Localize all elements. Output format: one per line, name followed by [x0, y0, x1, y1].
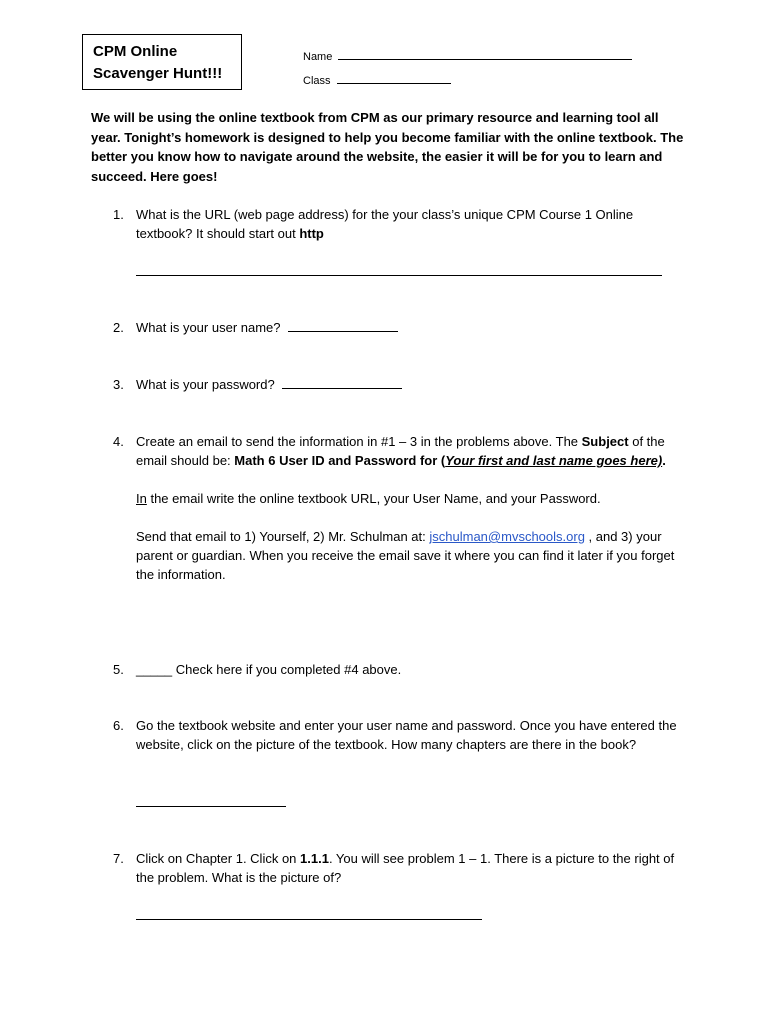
question-7 — [113, 849, 693, 887]
question-2 — [113, 318, 693, 337]
name-blank[interactable] — [338, 48, 632, 60]
question-number: 4. — [113, 434, 124, 449]
question-number: 1. — [113, 207, 124, 222]
title-line-1: CPM Online — [93, 43, 178, 60]
q4-p2-rest: the email write the online textbook URL, your User Name, and your Password. — [146, 491, 601, 506]
q4-p3-b: , and 3) your parent or guardian. When you receive the email save it where you can find it later if you forget the information. — [136, 529, 675, 582]
question-6 — [113, 716, 693, 754]
answer-line-1[interactable] — [136, 275, 662, 276]
question-text: What is the URL (web page address) for the your class’s unique CPM Course 1 Online textbook? It should start out — [136, 207, 634, 241]
q7-text-b: . You will see problem 1 – 1. There is a picture to the right of the problem. What is the picture of? — [136, 851, 675, 885]
q4-in: In — [136, 491, 147, 506]
question-text: What is your user name? — [136, 320, 281, 335]
q4-subject-word: Subject — [581, 434, 629, 449]
class-label: Class — [303, 75, 331, 87]
q4-p3-a: Send that email to 1) Yourself, 2) Mr. Schulman at: — [136, 529, 430, 544]
question-bold: http — [299, 226, 324, 241]
question-text: What is your password? — [136, 377, 275, 392]
checkbox-blank[interactable]: _____ — [136, 662, 173, 677]
answer-line-6[interactable] — [136, 806, 286, 807]
question-number: 5. — [113, 662, 124, 677]
question-4 — [113, 432, 693, 584]
answer-line-7[interactable] — [136, 919, 482, 920]
class-blank[interactable] — [337, 72, 451, 84]
intro-paragraph: We will be using the online textbook from CPM as our primary resource and learning tool all year. Tonight’s homework is designed to help you become familiar with the online textbook. The better you know how to navigate around the website, the easier it will be for you to learn and succeed. Here goes! — [91, 110, 684, 184]
question-5 — [113, 660, 693, 679]
question-text: Go the textbook website and enter your user name and password. Once you have entered the website, click on the picture of the textbook. How many chapters are there in the book? — [136, 718, 677, 752]
q7-text-a: Click on Chapter 1. Click on — [136, 851, 301, 866]
q4-text-b: of the email should be: — [136, 434, 665, 468]
question-number: 3. — [113, 377, 124, 392]
name-label: Name — [303, 51, 333, 63]
question-number: 7. — [113, 851, 124, 866]
class-field — [303, 72, 451, 87]
answer-blank-2[interactable] — [288, 318, 398, 332]
answer-blank-3[interactable] — [282, 375, 402, 389]
q4-name-placeholder: Your first and last name goes here) — [445, 453, 663, 468]
q4-text-a: Create an email to send the information in #1 – 3 in the problems above. The — [136, 434, 582, 449]
question-text: Check here if you completed #4 above. — [172, 662, 402, 677]
question-number: 6. — [113, 718, 124, 733]
q4-subject-line: Math 6 User ID and Password for ( — [234, 453, 446, 468]
title-box — [82, 34, 242, 90]
q4-end: . — [662, 453, 666, 468]
email-link[interactable]: jschulman@mvschools.org — [429, 529, 585, 544]
question-number: 2. — [113, 320, 124, 335]
question-3 — [113, 375, 693, 394]
q7-bold: 1.1.1 — [300, 851, 329, 866]
question-1 — [113, 205, 693, 243]
name-field — [303, 48, 632, 63]
title-line-2: Scavenger Hunt!!! — [93, 65, 223, 82]
